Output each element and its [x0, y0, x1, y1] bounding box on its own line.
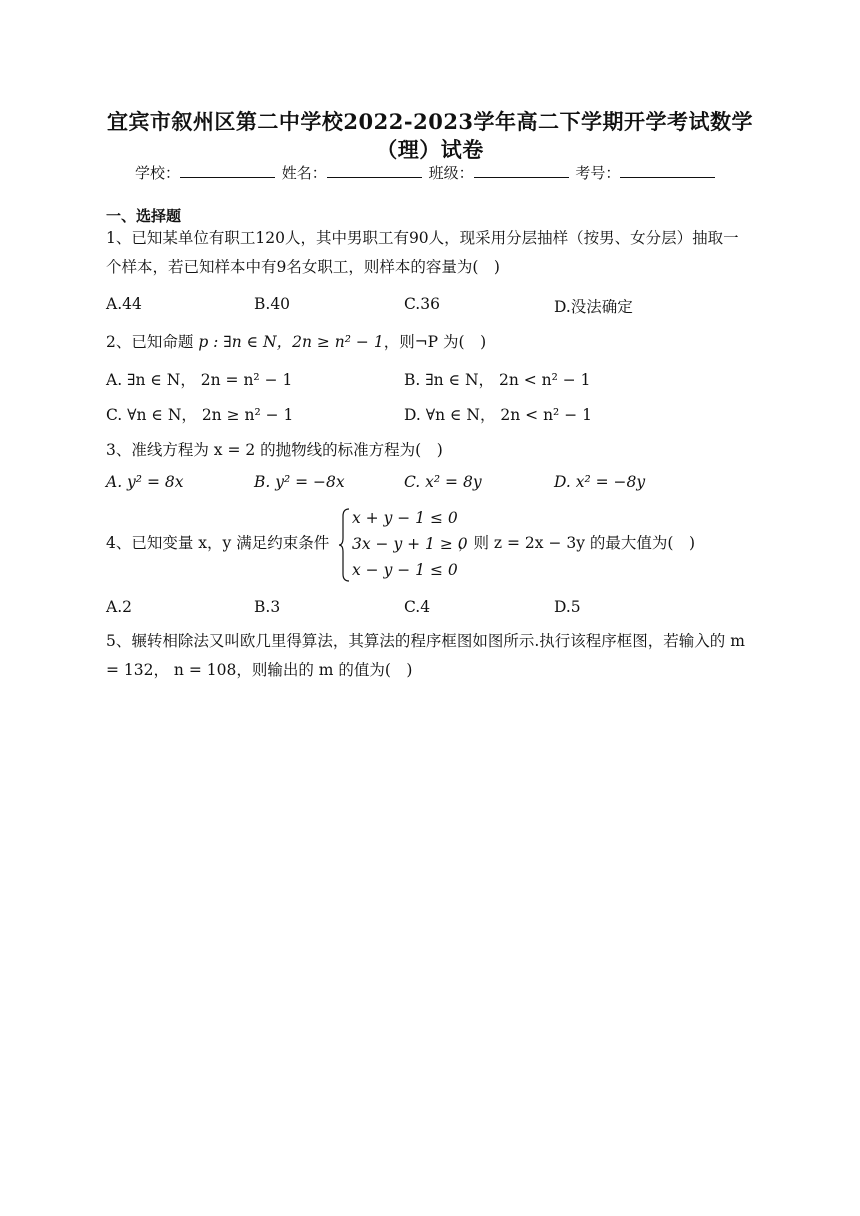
exam-number-label: 考号： [575, 164, 621, 182]
exam-title-subject: （理）试卷 [376, 137, 484, 162]
q1-option-d: D.没法确定 [554, 298, 633, 316]
question-4-stem-prefix: 4、已知变量 x，y 满足约束条件 [106, 534, 330, 552]
section-heading: 一、选择题 [106, 207, 182, 225]
system-brace [338, 508, 350, 582]
question-4-stem-suffix: ，则 z = 2x − 3y 的最大值为( ) [458, 534, 696, 552]
q3-option-c: C. x² = 8y [404, 473, 482, 491]
q2-stem-math: p : ∃n ∈ N，2n ≥ n² − 1 [198, 333, 384, 351]
q4-option-d: D.5 [554, 598, 581, 616]
question-3-stem: 3、准线方程为 x = 2 的抛物线的标准方程为( ) [106, 441, 443, 459]
q1-option-b: B.40 [254, 295, 291, 313]
q3-option-b: B. y² = −8x [254, 473, 345, 491]
question-1-stem: 1、已知某单位有职工120人，其中男职工有90人，现采用分层抽样（按男、女分层）抽取一个样本，若已知样本中有9名女职工，则样本的容量为( ) [106, 229, 739, 276]
constraint-system [352, 505, 468, 583]
q2-option-d: D. ∀n ∈ N， 2n < n² − 1 [404, 406, 592, 424]
q4-option-a: A.2 [106, 598, 132, 616]
constraint-3: x − y − 1 ≤ 0 [352, 561, 458, 579]
exam-number-blank [620, 163, 715, 178]
q3-option-d: D. x² = −8y [554, 473, 646, 491]
name-label: 姓名： [281, 164, 327, 182]
q2-stem-suffix: ，则¬P 为( ) [383, 333, 487, 351]
constraint-1: x + y − 1 ≤ 0 [352, 509, 458, 527]
q1-option-a: A.44 [106, 295, 142, 313]
student-info-line [135, 162, 717, 183]
q1-option-c: C.36 [404, 295, 440, 313]
school-label: 学校： [135, 164, 181, 182]
q4-option-c: C.4 [404, 598, 431, 616]
q3-option-a: A. y² = 8x [106, 473, 184, 491]
name-blank [327, 163, 422, 178]
q2-option-b: B. ∃n ∈ N， 2n < n² − 1 [404, 371, 591, 389]
question-5-stem: 5、辗转相除法又叫欧几里得算法，其算法的程序框图如图所示.执行该程序框图，若输入的 m = 132， n = 108，则输出的 m 的值为( ) [106, 632, 745, 679]
q4-option-b: B.3 [254, 598, 281, 616]
class-label: 班级： [428, 164, 474, 182]
q2-stem-prefix: 2、已知命题 [106, 333, 194, 351]
school-blank [180, 163, 275, 178]
q2-option-a: A. ∃n ∈ N， 2n = n² − 1 [106, 371, 293, 389]
exam-title: 宜宾市叙州区第二中学校2022-2023学年高二下学期开学考试数学 [106, 109, 754, 134]
class-blank [474, 163, 569, 178]
q2-option-c: C. ∀n ∈ N， 2n ≥ n² − 1 [106, 406, 294, 424]
constraint-2: 3x − y + 1 ≥ 0 [352, 535, 468, 553]
question-2-stem [106, 330, 486, 352]
